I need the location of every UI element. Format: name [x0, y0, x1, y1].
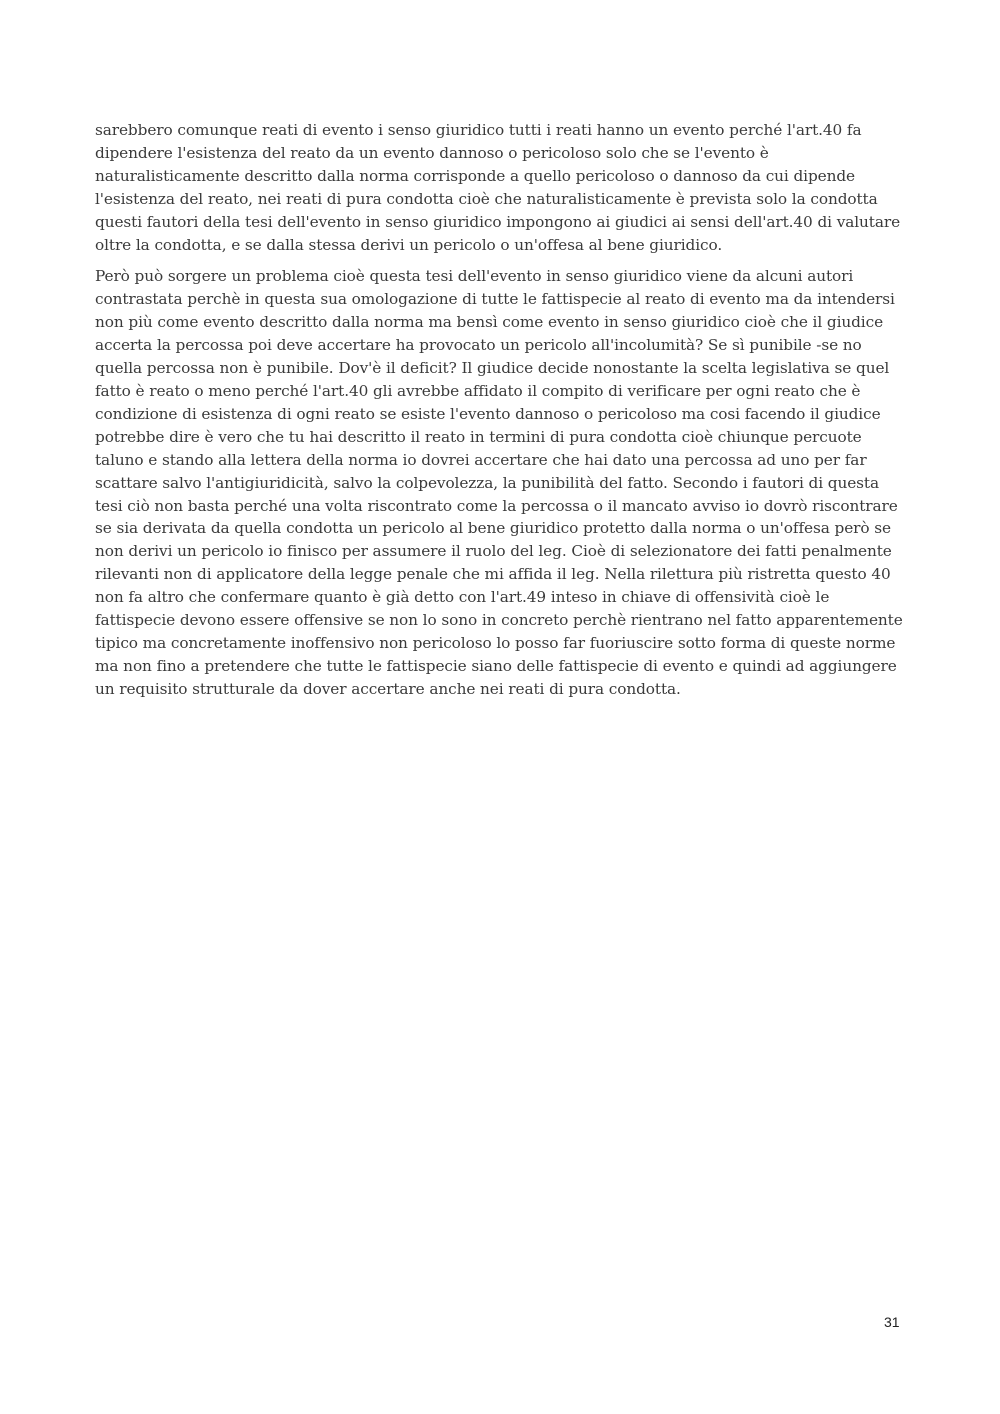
paragraph-1: sarebbero comunque reati di evento i senso giuridico tutti i reati hanno un evento perché l'art.40 fa dipendere l'esistenza del reato da un evento dannoso o pericoloso solo che se l'evento è naturalisticamente descritto dalla norma corrisponde a quello pericoloso o dannoso da cui dipende l'esistenza del reato, nei reati di pura condotta cioè che naturalisticamente è prevista solo la condotta questi fautori della tesi dell'evento in senso giuridico impongono ai giudici ai sensi dell'art.40 di valutare oltre la condotta, e se dalla stessa derivi un pericolo o un'offesa al bene giuridico. [95, 121, 901, 254]
page-body [95, 119, 905, 710]
page-number: 31 [884, 1314, 900, 1330]
paragraph-2: Però può sorgere un problema cioè questa tesi dell'evento in senso giuridico viene da alcuni autori contrastata perchè in questa sua omologazione di tutte le fattispecie al reato di evento ma da intendersi non più come evento descritto dalla norma ma bensì come evento in senso giuridico cioè che il giudice accerta la percossa poi deve accertare ha provocato un pericolo all'incolumità? Se sì punibile -se no quella percossa non è punibile. Dov'è il deficit? Il giudice decide nonostante la scelta legislativa se quel fatto è reato o meno perché l'art.40 gli avrebbe affidato il compito di verificare per ogni reato che è condizione di esistenza di ogni reato se esiste l'evento dannoso o pericoloso ma cosi facendo il giudice potrebbe dire è vero che tu hai descritto il reato in termini di pura condotta cioè chiunque percuote taluno e stando alla lettera della norma io dovrei accertare che hai dato una percossa ad uno per far scattare salvo l'antigiuridicità, salvo la colpevolezza, la punibilità del fatto. Secondo i fautori di questa tesi ciò non basta perché una volta riscontrato come la percossa o il mancato avviso io dovrò riscontrare se sia derivata da quella condotta un pericolo al bene giuridico protetto dalla norma o un'offesa però se non derivi un pericolo io finisco per assumere il ruolo del leg. Cioè di selezionatore dei fatti penalmente rilevanti non di applicatore della legge penale che mi affida il leg. Nella rilettura più ristretta questo 40 non fa altro che confermare quanto è già detto con l'art.49 inteso in chiave di offensività cioè le fattispecie devono essere offensive se non lo sono in concreto perchè rientrano nel fatto apparentemente tipico ma concretamente inoffensivo non pericoloso lo posso far fuoriuscire sotto forma di queste norme ma non fino a pretendere che tutte le fattispecie siano delle fattispecie di evento e quindi ad aggiungere un requisito strutturale da dover accertare anche nei reati di pura condotta. [95, 267, 903, 698]
